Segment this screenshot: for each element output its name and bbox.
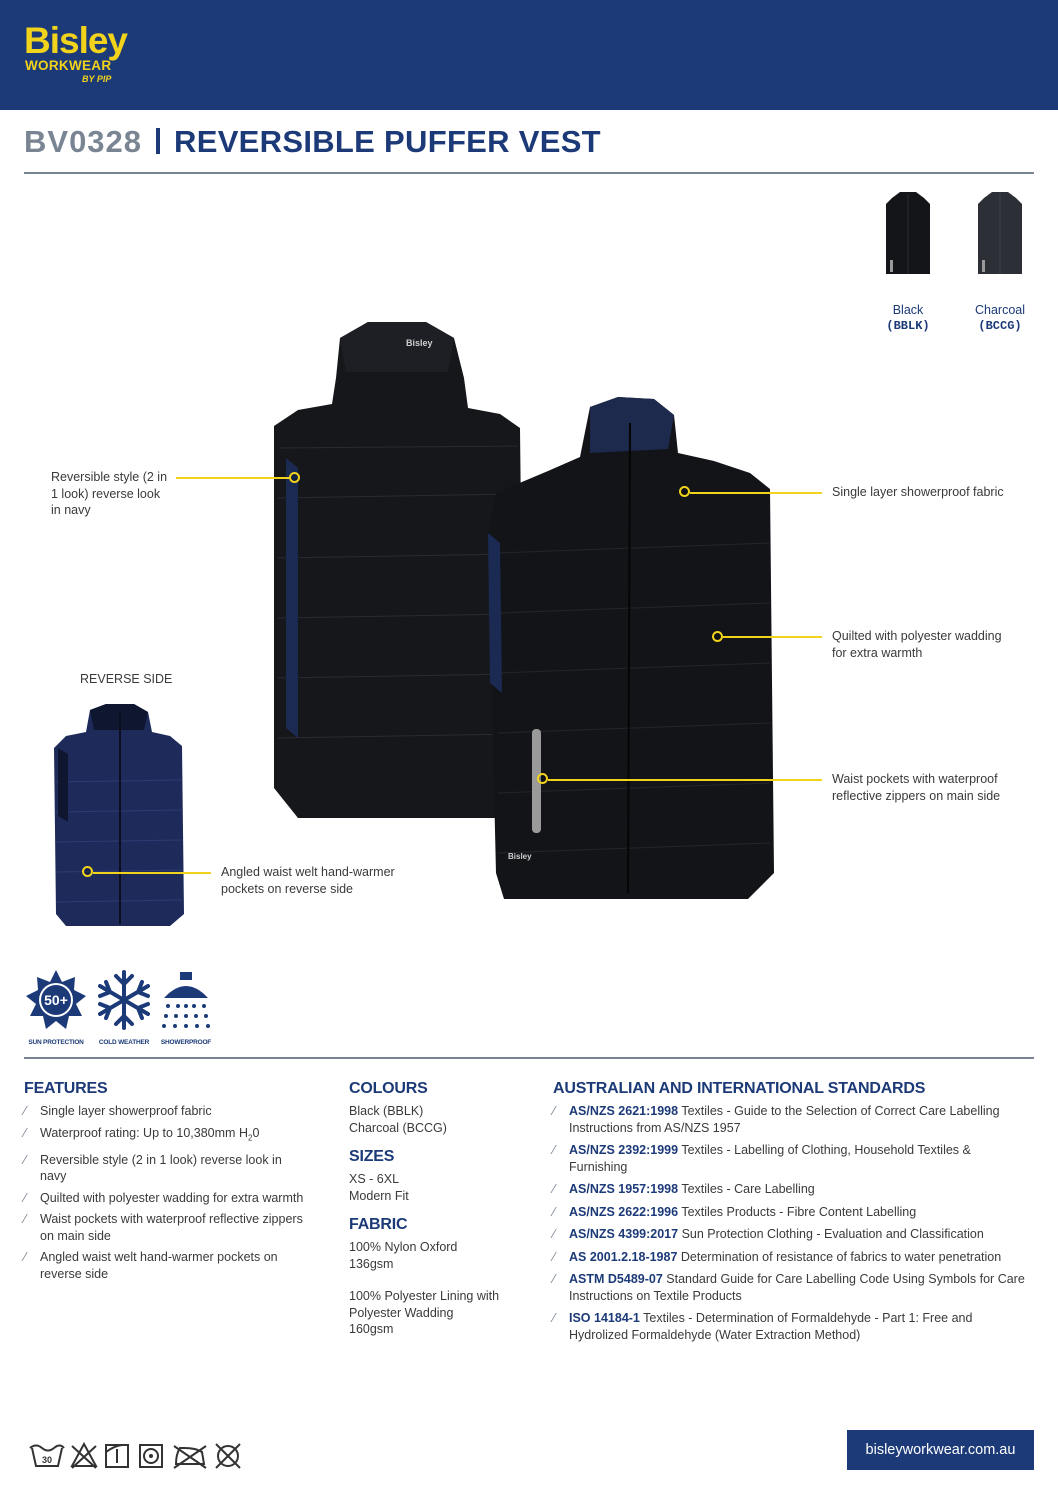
colours-heading: COLOURS [349,1080,428,1097]
no-dry-clean-icon [216,1444,240,1468]
care-instructions [28,1440,268,1470]
callout-line-quilted [723,636,822,638]
swatch-black-code: (BBLK) [886,319,930,333]
black-vest-thumbnail [880,190,936,278]
feature-item: ⁄ Quilted with polyester wadding for extra warmth [24,1190,304,1205]
features-section [24,1080,304,1287]
callout-showerproof: Single layer showerproof fabric [832,485,1004,499]
standard-item: ⁄ AS 2001.2.18-1987 Determination of resistance of fabrics to water penetration [553,1249,1002,1264]
bullet-slash: ⁄ [24,1212,27,1226]
callout-dot-hand-warmer[interactable] [82,866,93,877]
bullet-slash: ⁄ [553,1204,556,1219]
callout-hand-warmer: Angled waist welt hand-warmer pockets on reverse side [221,865,395,896]
callout-waist-pockets: Waist pockets with waterproof reflective zippers on main side [832,772,1001,803]
product-code: BV0328 [24,124,143,159]
cold-weather-badge [92,968,156,1046]
standard-item: ⁄ AS/NZS 1957:1998 Textiles - Care Labelling [553,1182,815,1196]
svg-text:30: 30 [41,1455,53,1465]
sun-protection-icon [24,968,88,1032]
fabric-item: 160gsm [349,1322,394,1336]
standards-section [553,1080,1031,1349]
bullet-slash: ⁄ [24,1104,27,1118]
fabric-item: 100% Polyester Lining with [349,1289,500,1303]
bullet-slash: ⁄ [553,1182,556,1196]
title-divider [156,128,160,154]
bullet-slash: ⁄ [553,1311,556,1325]
feature-item: ⁄ Single layer showerproof fabric [24,1104,212,1118]
feature-item: ⁄ Waist pockets with waterproof reflective zippers on main side [24,1212,303,1243]
standard-item: ⁄ AS/NZS 2621:1998 Textiles - Guide to the Selection of Correct Care Labelling Instructions from AS/NZS 1957 [553,1104,1000,1135]
feature-item: ⁄ Waterproof rating: Up to 10,380mm $H_20$ [24,1125,260,1142]
colour-item: Black (BBLK) [349,1104,424,1118]
standard-item: ⁄ AS/NZS 2392:1999 Textiles - Labelling of Clothing, Household Textiles & Furnishing [553,1143,971,1174]
size-item: Modern Fit [349,1188,409,1203]
front-view-vest-image [478,393,778,905]
bullet-slash: ⁄ [553,1227,556,1241]
swatch-black-name: Black [892,303,924,317]
drip-dry-icon [106,1445,128,1467]
fabric-item: 136gsm [349,1256,394,1271]
callout-line-showerproof [690,492,822,494]
bullet-slash: ⁄ [24,1190,27,1205]
callout-dot-quilted[interactable] [712,631,723,642]
feature-item: ⁄ Reversible style (2 in 1 look) reverse look in navy [24,1152,282,1183]
fabric-heading: FABRIC [349,1216,408,1233]
standard-item: ⁄ ISO 14184-1 Textiles - Determination of Formaldehyde - Part 1: Free and Hydrolized Formaldehyde (Water Extraction Method) [553,1311,973,1342]
size-item: XS - 6XL [349,1172,400,1186]
logo-wordmark: Bisley [24,20,128,61]
snowflake-icon [92,968,156,1032]
shower-icon [154,968,218,1032]
showerproof-label: SHOWERPROOF [160,1039,212,1046]
colour-item: Charcoal (BCCG) [349,1120,447,1135]
swatch-charcoal-code: (BCCG) [978,319,1022,333]
sun-protection-label: SUN PROTECTION [28,1039,84,1046]
svg-text:Bisley: Bisley [508,852,532,861]
header-bar [0,0,1058,110]
logo-by-pip: BY PIP [82,74,112,84]
callout-quilted: Quilted with polyester wadding for extra warmth [832,629,1002,660]
bisley-logo[interactable] [24,22,154,92]
swatch-charcoal[interactable] [968,190,1032,333]
specs-section [349,1080,529,1338]
callout-dot-waist-pockets[interactable] [537,773,548,784]
showerproof-badge [154,968,218,1046]
title-rule [24,172,1034,174]
svg-text:Bisley: Bisley [406,338,433,348]
callout-line-reversible [176,477,290,479]
callout-dot-showerproof[interactable] [679,486,690,497]
product-name: REVERSIBLE PUFFER VEST [174,124,601,159]
product-title [24,124,1034,164]
bullet-slash: ⁄ [24,1250,27,1264]
callout-reversible: Reversible style (2 in 1 look) reverse look in navy [51,470,168,517]
logo-subtitle: WORKWEAR [25,58,112,73]
callout-line-waist-pockets [548,779,822,781]
standard-item: ⁄ ASTM D5489-07 Standard Guide for Care Labelling Code Using Symbols for Care Instructions on Textile Products [553,1272,1025,1303]
cold-weather-label: COLD WEATHER [98,1039,150,1046]
upf-value: 50+ [44,992,68,1008]
bullet-slash: ⁄ [24,1125,27,1140]
bullet-slash: ⁄ [553,1143,556,1157]
callout-dot-reversible[interactable] [289,472,300,483]
swatch-charcoal-name: Charcoal [974,303,1026,317]
standard-item: ⁄ AS/NZS 2622:1996 Textiles Products - Fibre Content Labelling [553,1204,917,1219]
bullet-slash: ⁄ [553,1104,556,1118]
website-link[interactable]: bisleyworkwear.com.au [847,1430,1034,1470]
charcoal-vest-thumbnail [972,190,1028,278]
features-heading: FEATURES [24,1080,108,1097]
sizes-heading: SIZES [349,1148,395,1165]
no-tumble-dry-icon [140,1445,162,1467]
callout-line-hand-warmer [93,872,211,874]
sun-protection-badge [24,968,88,1046]
standards-heading: AUSTRALIAN AND INTERNATIONAL STANDARDS [553,1080,926,1097]
bullet-slash: ⁄ [24,1152,27,1167]
bullet-slash: ⁄ [553,1272,556,1286]
feature-item: ⁄ Angled waist welt hand-warmer pockets on reverse side [24,1250,278,1281]
wash-30-icon [30,1446,64,1467]
standard-item: ⁄ AS/NZS 4399:2017 Sun Protection Clothing - Evaluation and Classification [553,1227,984,1241]
reverse-side-label: REVERSE SIDE [80,672,173,686]
fabric-item: Polyester Wadding [349,1305,454,1320]
reverse-side-vest-image [50,702,186,928]
fabric-item: 100% Nylon Oxford [349,1240,458,1254]
swatch-black[interactable] [876,190,940,333]
no-bleach-icon [72,1444,96,1468]
iron-low-icon [174,1446,206,1468]
bullet-slash: ⁄ [553,1249,556,1264]
section-divider [24,1057,1034,1059]
